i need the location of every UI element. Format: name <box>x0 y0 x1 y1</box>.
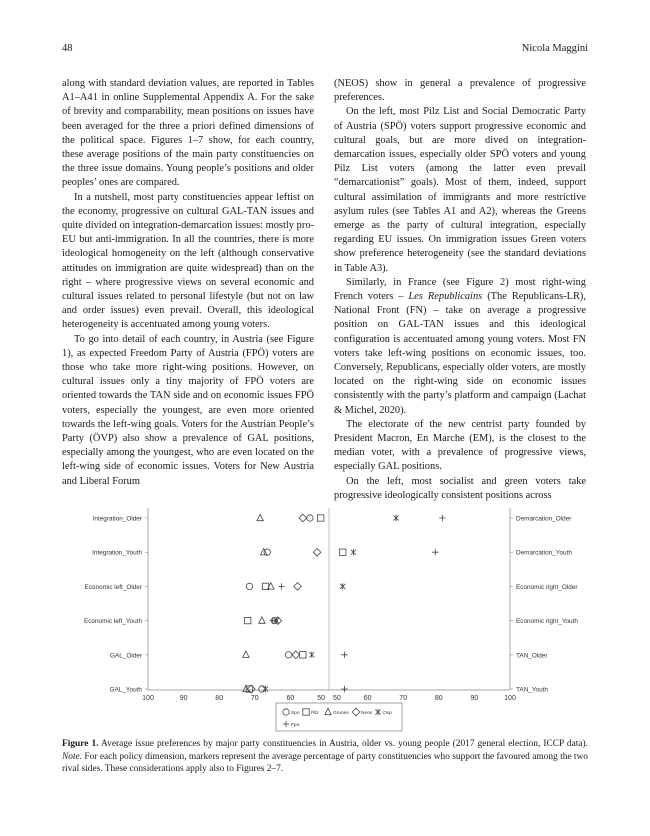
data-point-fpo <box>341 652 347 658</box>
row-label-right: Economic right_Older <box>516 583 578 591</box>
data-point-fpo <box>341 686 347 692</box>
row-label-right: Demarcation_Older <box>516 515 572 523</box>
data-point-neos <box>299 514 307 522</box>
legend-label: Spo <box>291 711 300 716</box>
party-name-italic: Les Republicains <box>408 291 483 303</box>
data-point-spo <box>285 652 291 658</box>
x-tick-label-left: 70 <box>250 695 259 702</box>
paragraph: On the left, most Pilz List and Social Democratic Party of Austria (SPÖ) voters support progressive economic and cultural goals, but are more dived on integration-demarcation issues, especially older SPÖ voters and young Pilz List voters (among the latter even prevail “demarcationist” goals). Most of them, indeed, support cultural assimilation of immigrants and more restrictive asylum rules (see Tables A1 and A2), whereas the Greens emerge as the party of cultural integration, especially regarding EU issues. On immigration issues Green voters show preference heterogeneity (see the standard deviations in Table A3). <box>334 106 586 274</box>
body-column-right <box>334 77 586 503</box>
caption-text: Average issue preferences by major party constituencies in Austria, older vs. young people (2017 general election, ICCP data). <box>98 739 588 749</box>
data-point-grunes <box>257 514 263 520</box>
paragraph: along with standard deviation values, are reported in Tables A1–A41 in online Supplemental Appendix A. For the sake of brevity and comparability, mean positions on issues have been averaged for the three a priori defined dimensions of the political space. Figures 1–7 show, for each country, these average positions of the main party constituencies on the three issue domains. Young people’s positions and older peoples’ ones are compared. <box>62 78 314 189</box>
row-label-right: Economic right_Youth <box>516 618 578 626</box>
x-tick-label-left: 80 <box>215 695 224 702</box>
data-point-ovp <box>309 652 314 658</box>
x-tick-label-right: 80 <box>434 695 443 702</box>
figure-label: Figure 1. <box>62 739 99 749</box>
row-label-left: Economic left_Youth <box>83 618 142 626</box>
data-point-fpo <box>439 515 445 521</box>
legend-label: Fpo <box>291 723 300 728</box>
paragraph: To go into detail of each country, in Austria (see Figure 1), as expected Freedom Party of Austria (FPÖ) voters are those who take more right-wing positions. However, on cultural issues only a tiny majority of FPÖ voters are oriented towards the TAN side and on economic issues FPÖ voters, especially the youngest, are even more oriented towards the left-wing goals. Voters for the Austrian People’s Party (ÖVP) also show a prevalence of GAL positions, especially among the youngest, who are even located on the left-wing side of economic issues. Voters for New Austria and Liberal Forum <box>62 333 314 487</box>
row-label-right: TAN_Youth <box>516 686 548 694</box>
paragraph: On the left, most socialist and green voters take progressive ideologically consistent positions across <box>334 475 586 501</box>
data-point-pilz <box>300 652 306 658</box>
paragraph: (NEOS) show in general a prevalence of progressive preferences. <box>334 78 586 104</box>
x-tick-label-left: 90 <box>179 695 188 702</box>
x-tick-label-left: 100 <box>142 695 154 702</box>
paragraph: The electorate of the new centrist party founded by President Macron, En Marche (EM), is the closest to the median voter, with a prevalence of progressive views, especially GAL positions. <box>334 418 586 473</box>
x-tick-label-right: 60 <box>363 695 372 702</box>
paragraph-text: (The Republicans-LR), National Front (FN) – take on average a progressive position on GAL-TAN issues and this ideological configuration is accentuated among young voters. Most FN voters take left-wing positions on economic issues, too. Conversely, Republicans, especially older voters, are mostly located on the right-wing side on economic issues consistently with the party’s platform and campaign (Lachat & Michel, 2020). <box>334 291 586 416</box>
row-label-left: GAL_Youth <box>109 686 142 694</box>
x-tick-label-left: 60 <box>286 695 295 702</box>
data-point-pilz <box>244 617 250 623</box>
data-point-neos <box>292 651 300 659</box>
data-point-ovp <box>394 515 399 521</box>
data-point-grunes <box>243 651 249 657</box>
data-point-fpo <box>278 583 284 589</box>
data-point-fpo <box>432 549 438 555</box>
figure-caption <box>62 738 588 776</box>
legend-label: Ovp <box>383 711 392 716</box>
row-label-left: Integration_Youth <box>92 549 142 557</box>
legend-label: Pilz <box>311 711 319 716</box>
x-tick-label-right: 90 <box>470 695 479 702</box>
page-number: 48 <box>62 43 73 54</box>
row-label-right: Demarcation_Youth <box>516 549 572 557</box>
data-point-ovp <box>263 686 268 692</box>
data-point-ovp <box>351 549 356 555</box>
figure-1-chart <box>0 500 650 735</box>
data-point-pilz <box>339 549 345 555</box>
note-label: Note. <box>62 751 83 762</box>
paragraph-text: Similarly, in France (see Figure 2) most right-wing French voters – <box>334 276 586 303</box>
data-point-fpo <box>269 617 275 623</box>
data-point-neos <box>313 548 321 556</box>
row-label-left: Economic left_Older <box>84 583 142 591</box>
x-tick-label-right: 70 <box>399 695 408 702</box>
row-label-right: TAN_Older <box>516 652 548 660</box>
data-point-spo <box>307 515 313 521</box>
x-tick-label-right: 100 <box>504 695 516 702</box>
legend-label: Grunes <box>333 711 349 716</box>
data-point-spo <box>246 583 252 589</box>
note-text: For each policy dimension, markers represent the average percentage of party constituencies who support the favoured among the two rival sides. These considerations apply also to Figures 2–7. <box>62 751 588 774</box>
legend-label: Neos <box>361 711 373 716</box>
body-column-left <box>62 77 314 489</box>
data-point-spo <box>259 686 265 692</box>
x-tick-label-right: 50 <box>333 695 341 702</box>
data-point-spo <box>264 549 270 555</box>
data-point-ovp <box>340 583 345 589</box>
running-head-author: Nicola Maggini <box>521 43 588 54</box>
paragraph: In a nutshell, most party constituencies appear leftist on the economy, progressive on cultural GAL-TAN issues and quite divided on integration-demarcation issues: mostly pro-EU but anti-immigration. In all the countries, there is more ideological homogeneity on the left (although conservative attitudes on immigration are quite widespread) than on the right – where progressive views on several economic and cultural issues related to personal lifestyle (but not on law and order issues) even prevail. Overall, this ideological heterogeneity is accentuated among young voters. <box>62 191 314 331</box>
paragraph <box>334 276 586 418</box>
x-tick-label-left: 50 <box>317 695 325 702</box>
data-point-pilz <box>317 515 323 521</box>
row-label-left: Integration_Older <box>92 515 142 523</box>
data-point-grunes <box>259 617 265 623</box>
row-label-left: GAL_Older <box>110 652 142 660</box>
data-point-neos <box>294 583 302 591</box>
